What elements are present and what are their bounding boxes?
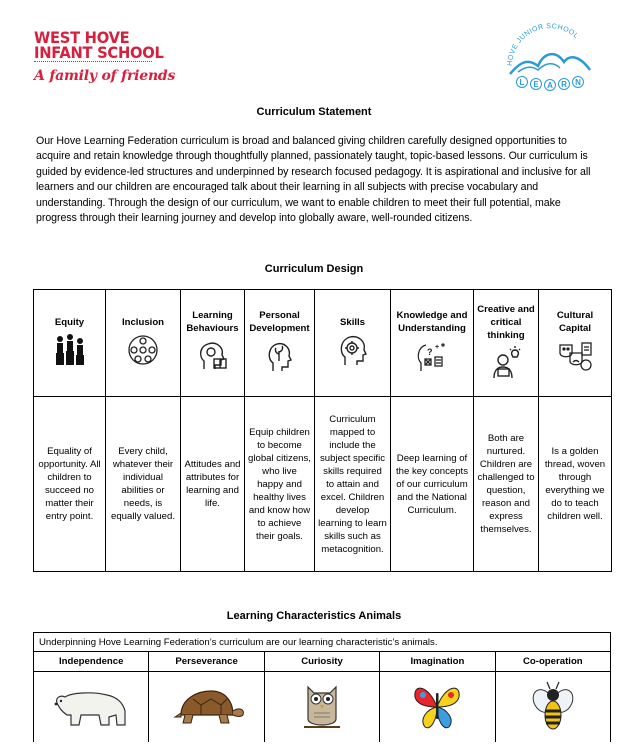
- animal-cell-co-operation: [496, 672, 610, 742]
- animal-cell-independence: [34, 672, 149, 742]
- animal-cell-perseverance: [149, 672, 264, 742]
- design-text-learning-behaviours: Attitudes and attributes for learning and life.: [181, 397, 245, 572]
- design-header-label: Inclusion: [121, 316, 165, 328]
- design-text-knowledge-understanding: Deep learning of the key concepts of our curriculum and the National Curriculum.: [391, 397, 474, 572]
- animal-label-independence: Independence: [34, 652, 149, 671]
- head-question-icon: [415, 339, 449, 373]
- tortoise-icon: [167, 685, 247, 729]
- animals-intro: Underpinning Hove Learning Federation’s curriculum are our learning characteristic’s animals.: [34, 633, 610, 652]
- svg-text:?: ?: [427, 347, 433, 357]
- design-header-label: Knowledge and Understanding: [396, 310, 468, 334]
- learn-letter: A: [547, 81, 553, 90]
- head-book-icon: [196, 339, 230, 373]
- design-text-skills: Curriculum mapped to include the subject specific skills required to attain and excel. Children develop learning to learn skills such as metacognition.: [315, 397, 391, 572]
- logo-arc-text: HOVE JUNIOR SCHOOL: [506, 23, 580, 67]
- design-header-equity: [34, 290, 106, 397]
- logo-tagline: A family of friends: [34, 68, 176, 84]
- design-text-inclusion: Every child, whatever their individual abilities or needs, is equally valued.: [106, 397, 181, 572]
- animal-cell-curiosity: [265, 672, 380, 742]
- design-title: Curriculum Design: [264, 263, 364, 275]
- design-header-inclusion: [106, 290, 181, 397]
- design-text-personal-development: Equip children to become global citizens, who live happy and healthy lives and know how to achieve their goals.: [245, 397, 315, 572]
- design-body-row: [34, 397, 612, 572]
- svg-text:+: +: [435, 344, 440, 351]
- head-gear-icon: [336, 333, 370, 367]
- design-header-label: Creative and critical thinking: [477, 303, 535, 341]
- design-text-creative-critical-thinking: Both are nurtured. Children are challenged to question, reason and express themselves.: [474, 397, 539, 572]
- animal-label-curiosity: Curiosity: [265, 652, 380, 671]
- design-header-personal-development: [245, 290, 315, 397]
- learn-letter: N: [575, 78, 581, 87]
- design-text-equity: Equality of opportunity. All children to succeed no matter their entry point.: [34, 397, 106, 572]
- design-header-cultural-capital: [539, 290, 612, 397]
- animals-image-row: [34, 672, 610, 742]
- person-laptop-bulb-icon: [489, 346, 523, 380]
- animals-header-row: [34, 652, 610, 672]
- learning-animals-table: [33, 632, 611, 742]
- design-header-label: Skills: [339, 316, 366, 328]
- bee-icon: [531, 679, 575, 735]
- hove-junior-school-logo: [498, 14, 598, 92]
- statement-title: Curriculum Statement: [256, 106, 372, 118]
- design-header-label: Personal Development: [249, 310, 310, 334]
- animal-label-co-operation: Co-operation: [522, 656, 583, 667]
- design-text-cultural-capital: Is a golden thread, woven through everything we do to teach children well.: [539, 397, 612, 572]
- learn-letters: [517, 77, 584, 91]
- design-header-label: Cultural Capital: [556, 310, 594, 334]
- learn-letter: L: [519, 78, 525, 87]
- butterfly-icon: [409, 679, 465, 735]
- design-header-label: Equity: [54, 316, 85, 328]
- logo-line-2: INFANT SCHOOL: [34, 43, 164, 62]
- design-header-row: [34, 290, 612, 397]
- design-header-creative-critical-thinking: [474, 290, 539, 397]
- svg-text:HOVE JUNIOR SCHOOL: [507, 23, 580, 66]
- polar-bear-icon: [51, 685, 131, 729]
- design-header-knowledge-understanding: [391, 290, 474, 397]
- curriculum-design-table: [33, 289, 612, 572]
- design-header-skills: [315, 290, 391, 397]
- animal-label-perseverance: Perseverance: [149, 652, 264, 671]
- animal-label-imagination: Imagination: [380, 652, 495, 671]
- design-header-label: Learning Behaviours: [186, 310, 239, 334]
- statement-body: Our Hove Learning Federation curriculum is broad and balanced giving children carefully designed opportunities to acquire and retain knowledge through thoughtfully planned, passionately taught, topic-based lessons. Our curriculum is guided by evidence-led structures and underpinned by research focused pedagogy. It is aspirational and inclusive for all learners and our children are encouraged talk about their learning in all subjects with precise vocabulary and understanding. Through the design of our curriculum, we want to enable children to meet their full potential, make progress through their learning journey and develop into globally aware, well-rounded citizens.: [36, 135, 591, 225]
- masks-book-icon: [558, 339, 592, 373]
- people-podium-icon: [53, 333, 87, 367]
- person-plant-icon: [263, 339, 297, 373]
- west-hove-infant-school-logo: [34, 30, 174, 84]
- owl-icon: [302, 679, 342, 735]
- learn-letter: E: [533, 80, 539, 89]
- logo-line-1: WEST HOVE: [34, 28, 130, 47]
- design-header-learning-behaviours: [181, 290, 245, 397]
- learn-letter: R: [561, 80, 567, 89]
- animals-title: Learning Characteristics Animals: [226, 610, 402, 622]
- animal-cell-imagination: [380, 672, 495, 742]
- group-circle-icon: [126, 333, 160, 367]
